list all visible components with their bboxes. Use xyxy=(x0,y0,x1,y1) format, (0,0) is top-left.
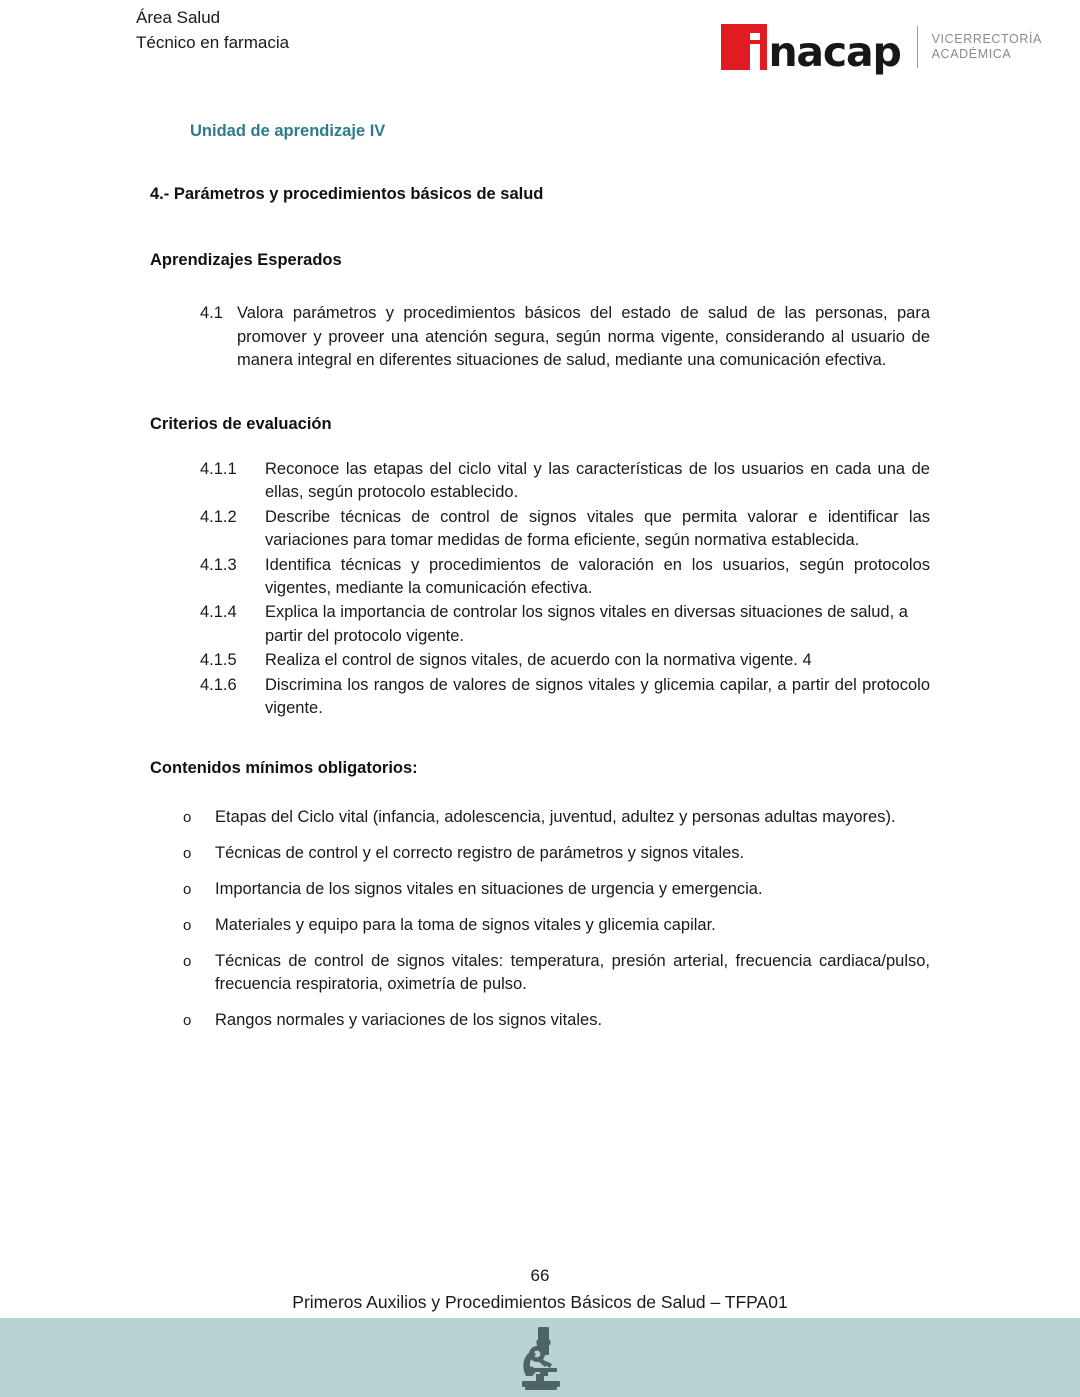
learning-outcome-number: 4.1 xyxy=(200,304,223,323)
logo-red-square-i-icon xyxy=(721,24,767,70)
list-item xyxy=(150,506,930,553)
criterion-number: 4.1.3 xyxy=(200,555,237,574)
header-area-line: Área Salud xyxy=(136,8,221,27)
criterion-number: 4.1.5 xyxy=(200,651,237,670)
criterion-text: Describe técnicas de control de signos vitales que permita valorar e identificar las variaciones para tomar medidas de forma eficiente, según normativa establecida. xyxy=(265,507,930,550)
criteria-list xyxy=(150,458,930,721)
microscope-icon xyxy=(513,1324,567,1392)
document-body xyxy=(150,112,930,1045)
list-item xyxy=(150,674,930,721)
criterion-text: Realiza el control de signos vitales, de acuerdo con la normativa vigente. 4 xyxy=(265,651,812,670)
logo-divider xyxy=(917,26,918,68)
logo-i-dot xyxy=(750,33,760,40)
footer-band xyxy=(0,1318,1080,1397)
content-item-text: Importancia de los signos vitales en situaciones de urgencia y emergencia. xyxy=(215,880,763,899)
content-item-text: Rangos normales y variaciones de los signos vitales. xyxy=(215,1010,603,1029)
criteria-heading: Criterios de evaluación xyxy=(150,414,332,433)
document-footer xyxy=(0,1263,1080,1315)
bullet-circle-icon: o xyxy=(183,917,192,935)
list-item xyxy=(150,842,930,866)
list-item xyxy=(150,1009,930,1033)
logo-subtitle xyxy=(932,32,1042,62)
logo-wordmark: nacap xyxy=(768,28,901,76)
bullet-circle-icon: o xyxy=(183,809,192,827)
main-heading: 4.- Parámetros y procedimientos básicos de salud xyxy=(150,185,544,204)
criterion-text: Identifica técnicas y procedimientos de valoración en los usuarios, según protocolos vigentes, mediante la comunicación efectiva. xyxy=(265,555,930,598)
page-number: 66 xyxy=(530,1266,550,1286)
list-item xyxy=(150,649,930,672)
bullet-circle-icon: o xyxy=(183,953,192,971)
bullet-circle-icon: o xyxy=(183,845,192,863)
list-item xyxy=(150,878,930,902)
list-item xyxy=(150,950,930,997)
footer-title: Primeros Auxilios y Procedimientos Básicos de Salud – TFPA01 xyxy=(292,1291,788,1312)
criterion-text: Discrimina los rangos de valores de signos vitales y glicemia capilar, a partir del protocolo vigente. xyxy=(265,675,930,718)
list-item xyxy=(150,458,930,505)
logo-i-stem xyxy=(750,44,760,70)
logo-subtitle-line2: ACADÉMICA xyxy=(931,47,1012,61)
learning-outcome-text: Valora parámetros y procedimientos básicos del estado de salud de las personas, para promover y proveer una atención segura, según norma vigente, considerando al usuario de manera integral en diferentes situaciones de salud, mediante una comunicación efectiva. xyxy=(237,304,930,370)
header-program-info xyxy=(136,6,289,55)
minimum-contents-heading: Contenidos mínimos obligatorios: xyxy=(150,758,418,777)
minimum-contents-list xyxy=(150,806,930,1033)
list-item xyxy=(150,806,930,830)
list-item xyxy=(150,914,930,938)
content-item-text: Materiales y equipo para la toma de signos vitales y glicemia capilar. xyxy=(215,916,716,935)
inacap-logo xyxy=(721,22,1042,76)
logo-mark xyxy=(721,24,901,76)
criterion-number: 4.1.4 xyxy=(200,603,237,622)
criterion-number: 4.1.2 xyxy=(200,507,237,526)
criterion-number: 4.1.6 xyxy=(200,675,237,694)
expected-learning-heading: Aprendizajes Esperados xyxy=(150,250,342,269)
content-item-text: Etapas del Ciclo vital (infancia, adolescencia, juventud, adultez y personas adultas mayores). xyxy=(215,808,896,827)
bullet-circle-icon: o xyxy=(183,1011,192,1029)
header-career-line: Técnico en farmacia xyxy=(136,32,290,52)
list-item xyxy=(150,554,930,601)
list-item xyxy=(150,601,930,648)
bullet-circle-icon: o xyxy=(183,881,192,899)
document-header xyxy=(0,0,1080,96)
criterion-text: Explica la importancia de controlar los signos vitales en diversas situaciones de salud, a partir del protocolo vigente. xyxy=(265,603,908,645)
criterion-number: 4.1.1 xyxy=(200,459,237,478)
criterion-text: Reconoce las etapas del ciclo vital y las características de los usuarios en cada una de ellas, según protocolo establecido. xyxy=(265,459,930,502)
content-item-text: Técnicas de control y el correcto registro de parámetros y signos vitales. xyxy=(215,844,745,863)
logo-subtitle-line1: VICERRECTORÍA xyxy=(931,32,1042,47)
unit-title: Unidad de aprendizaje IV xyxy=(190,122,386,140)
learning-outcome xyxy=(150,302,930,372)
content-item-text: Técnicas de control de signos vitales: temperatura, presión arterial, frecuencia cardiaca/pulso, frecuencia respiratoria, oximetría de pulso. xyxy=(215,952,930,994)
